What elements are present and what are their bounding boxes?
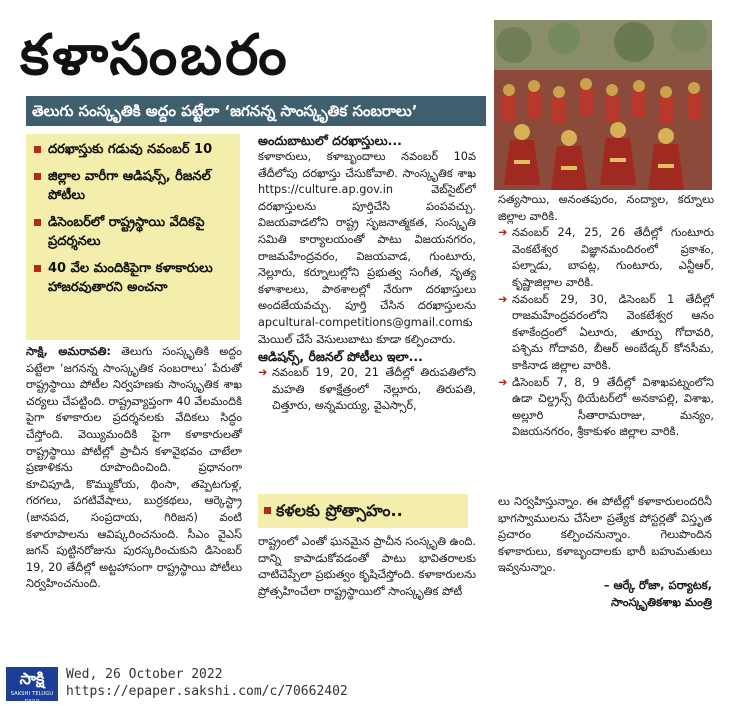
dateline: సాక్షి, అమరావతి: xyxy=(26,345,111,358)
sidebar-title-box xyxy=(258,494,468,528)
square-bullet-icon xyxy=(34,219,41,226)
highlight-item: 40 వేల మందికిపైగా కళాకారులు హాజరవుతారని అంచనా xyxy=(32,259,234,297)
arrow-bullet-icon: ➜ xyxy=(498,292,508,306)
arrow-bullet-icon: ➜ xyxy=(258,366,268,380)
subhead-auditions: ఆడిషన్స్, రీజనల్ పోటీలు ఇలా... xyxy=(258,349,423,365)
schedule-item: ➜ నవంబర్ 24, 25, 26 తేదీల్లో గుంటూరు వెంకటేశ్వర విజ్ఞానమందిరంలో ప్రకాశం, పల్నాడు, బాపట్ల, గుంటూరు, ఎన్టీఆర్, కృష్ణాజిల్లాల వారికి. xyxy=(498,226,714,289)
sidebar-body-right: లు నిర్వహిస్తున్నాం. ఈ పోటీల్లో కళాకారులందరినీ భాగస్వాములను చేసేలా ప్రత్యేక పోస్టర్లతో విస్తృత ప్రచారం కల్పించనున్నాం. గెలుపొందిన కళాకారులు, కళాబృందాలకు భారీ బహుమతులు ఇవ్వనున్నాం. – ఆర్కే రోజా, పర్యాటక, సాంస్కృతికశాఖ మంత్రి xyxy=(498,495,712,609)
sidebar-body-left: రాష్ట్రంలో ఎంతో ఘనమైన ప్రాచీన సంస్కృతి ఉంది. దాన్ని కాపాడుకోవడంతో పాటు భావితరాలకు చాటిచెప్పేలా ప్రభుత్వం కృషిచేస్తోంది. కళాకారులను ప్రోత్సహించేలా రాష్ట్రస్థాయిలో సాంస్కృతిక పోటీ xyxy=(258,535,476,598)
epaper-link[interactable]: https://epaper.sakshi.com/c/70662402 xyxy=(66,684,348,699)
publication-date: Wed, 26 October 2022 xyxy=(66,667,223,682)
schedule-item: ➜ నవంబర్ 19, 20, 21 తేదీల్లో తిరుపతిలోని మహతి కళాక్షేత్రంలో నెల్లూరు, తిరుపతి, చిత్తూరు, అన్నమయ్య, వైఎస్సార్, xyxy=(258,366,476,413)
square-bullet-icon xyxy=(34,146,41,153)
dance-performance-photo xyxy=(494,20,712,190)
schedule-item-continued: సత్యసాయి, అనంతపురం, నంద్యాల, కర్నూలు జిల్లాల వారికి. xyxy=(498,193,714,223)
logo-text: సాక్షి xyxy=(19,669,45,688)
article-column-3 xyxy=(498,192,714,482)
article-column-1 xyxy=(26,344,242,644)
sakshi-logo xyxy=(6,667,58,705)
square-bullet-icon xyxy=(34,173,41,180)
sidebar-title: కళలకు ప్రోత్సాహం.. xyxy=(276,501,403,520)
subhead-applications: అందుబాటులో దరఖాస్తులు... xyxy=(258,133,402,148)
highlight-item: డిసెంబర్‌లో రాష్ట్రస్థాయి వేదికపై ప్రదర్శనలు xyxy=(32,213,234,251)
signature-title: సాంస్కృతికశాఖ మంత్రి xyxy=(611,594,712,609)
signature-name: – ఆర్కే రోజా, పర్యాటక, xyxy=(603,577,712,592)
article-body-2: కళాకారులు, కళాబృందాలు నవంబర్ 10వ తేదీలోపు దరఖాస్తు చేసుకోవాలి. సాంస్కృతిక శాఖ https://culture.ap.gov.in వెబ్‌సైట్‌లో దరఖాస్తులను పూర్తిచేసి పంపవచ్చు. విజయవాడలోని రాష్ట్ర సృజనాత్మకత, సంస్కృతి సమితి కార్యాలయంతో పాటు విజయనగరం, రాజమహేంద్రవరం, విజయవాడ, గుంటూరు, నెల్లూరు, కర్నూలుల్లోని ప్రభుత్వ సంగీత, నృత్య కళాశాలలు, పాఠశాలల్లో నేరుగా దరఖాస్తులు అందజేయవచ్చు. పూర్తి చేసిన దరఖాస్తులను apcultural-competitions@gmail.comకు మెయిల్‌ చేసే వెసులుబాటు కూడా కల్పించారు. xyxy=(258,150,476,346)
square-bullet-icon xyxy=(34,265,41,272)
arrow-bullet-icon: ➜ xyxy=(498,226,508,240)
highlight-item: దరఖాస్తుకు గడువు నవంబర్ 10 xyxy=(32,140,234,159)
highlights-box xyxy=(26,134,240,340)
schedule-item: ➜ డిసెంబర్ 7, 8, 9 తేదీల్లో విశాఖపట్నంలోని ఉడా చిల్డ్రన్స్ థియేటర్‌లో అనకాపల్లి, విశాఖ, అల్లూరి సీతారామరాజు, మన్యం, విజయనగరం, శ్రీకాకుళం జిల్లాల వారికి. xyxy=(498,375,714,439)
subheadline-bar: తెలుగు సంస్కృతికి అద్దం పట్టేలా ‘జగనన్న సాంస్కృతిక సంబరాలు’ xyxy=(26,96,486,126)
arrow-bullet-icon: ➜ xyxy=(498,375,508,389)
footer-meta xyxy=(66,666,348,700)
headline: కళాసంబరం xyxy=(20,23,290,88)
article-column-2 xyxy=(258,132,476,487)
highlight-item: జిల్లాల వారీగా ఆడిషన్స్, రీజనల్ పోటీలు xyxy=(32,167,234,205)
article-body-1: తెలుగు సంస్కృతికి అద్దం పట్టేలా ‘జగనన్న సాంస్కృతిక సంబరాలు’ పేరుతో రాష్ట్రస్థాయి పోటీల నిర్వహణకు సాంస్కృతిక శాఖ చర్యలు చేపట్టింది. రాష్ట్రవ్యాప్తంగా 40 వేలమందికి పైగా కళాకారుల ప్రదర్శనలకు వేదికలు సిద్ధం చేస్తోంది. వెయ్యిమందికి పైగా కళాకారులతో రాష్ట్రస్థాయి పోటీల్లో ప్రాచీన కళావైభవం చాటేలా ప్రణాళికను రూపొందించింది. ప్రధానంగా కూచిపూడి, కొమ్ముకోయ, థింసా, తప్పెటగుళ్ల, గరగలు, పగటివేషాలు, బుర్రకథలు, ఆర్కెస్ట్రా (జానపద, సంప్రదాయ, గిరిజన) వంటి కళారూపాలను ఆవిష్కరించనుంది. సీఎం వైఎస్‌ జగన్‌ పుట్టినరోజును పురస్కరించుకుని డిసెంబర్‌ 19, 20 తేదీల్లో అట్టహాసంగా రాష్ట్రస్థాయి పోటీలు నిర్వహించనుంది. xyxy=(26,345,242,591)
logo-subtext: SAKSHI TELUGU DAILY xyxy=(10,691,54,705)
square-bullet-icon xyxy=(264,507,271,514)
schedule-item: ➜ నవంబర్ 29, 30, డిసెంబర్ 1 తేదీల్లో రాజమహేంద్రవరంలోని వెంకటేశ్వర ఆనం కళాకేంద్రంలో ఏలూరు, తూర్పు గోదావరి, పశ్చిమ గోదావరి, బీఆర్ అంబేడ్కర్ కోనసీమ, కాకినాడ జిల్లాల వారికి. xyxy=(498,292,714,372)
